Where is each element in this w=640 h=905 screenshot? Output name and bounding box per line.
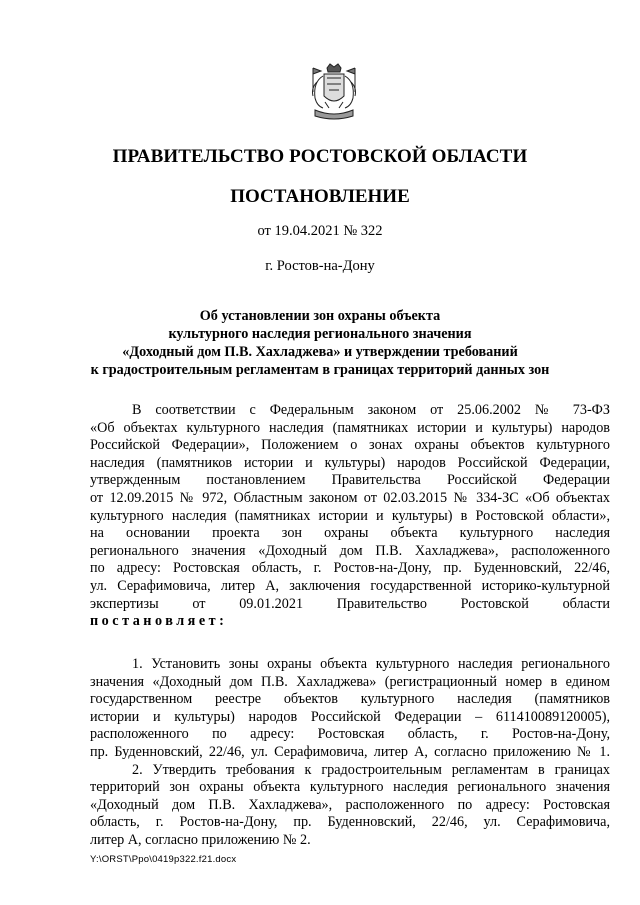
preamble-line: экспертизы от 09.01.2021 Правительство Ростовской области: [90, 595, 610, 612]
subject-line: Об установлении зон охраны объекта: [199, 308, 441, 324]
subject-line: к градостроительным регламентам в границах территорий данных зон: [90, 362, 550, 378]
preamble-line: по адресу: Ростовская область, г. Ростов-на-Дону, пр. Буденновский, 22/46,: [90, 560, 610, 577]
subject-line: «Доходный дом П.В. Хахладжева» и утверждении требований: [122, 344, 518, 360]
preamble-line: ул. Серафимовича, литер А, заключения государственной историко-культурной: [90, 577, 610, 594]
item-line: область, г. Ростов-на-Дону, пр. Буденновский, 22/46, ул. Серафимовича,: [90, 814, 610, 831]
resolves-word: постановляет:: [90, 613, 228, 630]
file-path-footer: Y:\ORST\Ppo\0419p322.f21.docx: [90, 854, 237, 865]
item-line: территорий зон охраны объекта культурного наследия регионального значения: [90, 779, 610, 796]
preamble-line: от 12.09.2015 № 972, Областным законом от 02.03.2015 № 334-ЗС «Об объектах: [90, 489, 610, 506]
preamble-line: на основании проекта зон охраны объекта культурного наследия: [90, 525, 610, 542]
preamble-line: наследия (памятников истории и культуры) народов Российской Федерации,: [90, 454, 610, 471]
subject-line: культурного наследия регионального значения: [168, 326, 472, 342]
item-line: значения «Доходный дом П.В. Хахладжева» (регистрационный номер в едином: [90, 673, 610, 690]
preamble-line: утвержденным постановлением Правительства Российской Федерации: [90, 472, 610, 489]
item-line: 1. Установить зоны охраны объекта культурного наследия регионального: [132, 656, 610, 672]
preamble-line: регионального значения «Доходный дом П.В. Хахладжева», расположенного: [90, 542, 610, 559]
resolution-items: [90, 656, 610, 850]
item-line: литер А, согласно приложению № 2.: [90, 831, 311, 848]
item-line: расположенного по адресу: Ростовская область, г. Ростов-на-Дону,: [90, 726, 610, 743]
item-line: 2. Утвердить требования к градостроительным регламентам в границах: [132, 761, 610, 778]
item-line: истории и культуры) народов Российской Федерации – 611410089120005),: [90, 708, 610, 725]
government-title: ПРАВИТЕЛЬСТВО РОСТОВСКОЙ ОБЛАСТИ: [112, 146, 528, 167]
coat-of-arms-icon: [305, 62, 363, 124]
document-city: г. Ростов-на-Дону: [265, 258, 375, 274]
preamble-paragraph: [90, 402, 610, 631]
preamble-line: культурного наследия (памятниках истории и культуры) в Ростовской области»,: [90, 507, 610, 524]
item-line: «Доходный дом П.В. Хахладжева», расположенного по адресу: Ростовская: [90, 796, 610, 813]
document-subject: [0, 307, 640, 379]
item-line: государственном реестре объектов культурного наследия (памятников: [90, 691, 610, 708]
item-line: пр. Буденновский, 22/46, ул. Серафимовича, литер А, согласно приложению № 1.: [90, 743, 610, 760]
preamble-line: Российской Федерации», Положением о зонах охраны объектов культурного: [90, 437, 610, 454]
preamble-line: В соответствии с Федеральным законом от 25.06.2002 № 73-ФЗ: [132, 402, 610, 418]
document-type: ПОСТАНОВЛЕНИЕ: [230, 186, 410, 207]
document-date-number: от 19.04.2021 № 322: [257, 223, 383, 239]
preamble-line: «Об объектах культурного наследия (памятниках истории и культуры) народов: [90, 419, 610, 436]
